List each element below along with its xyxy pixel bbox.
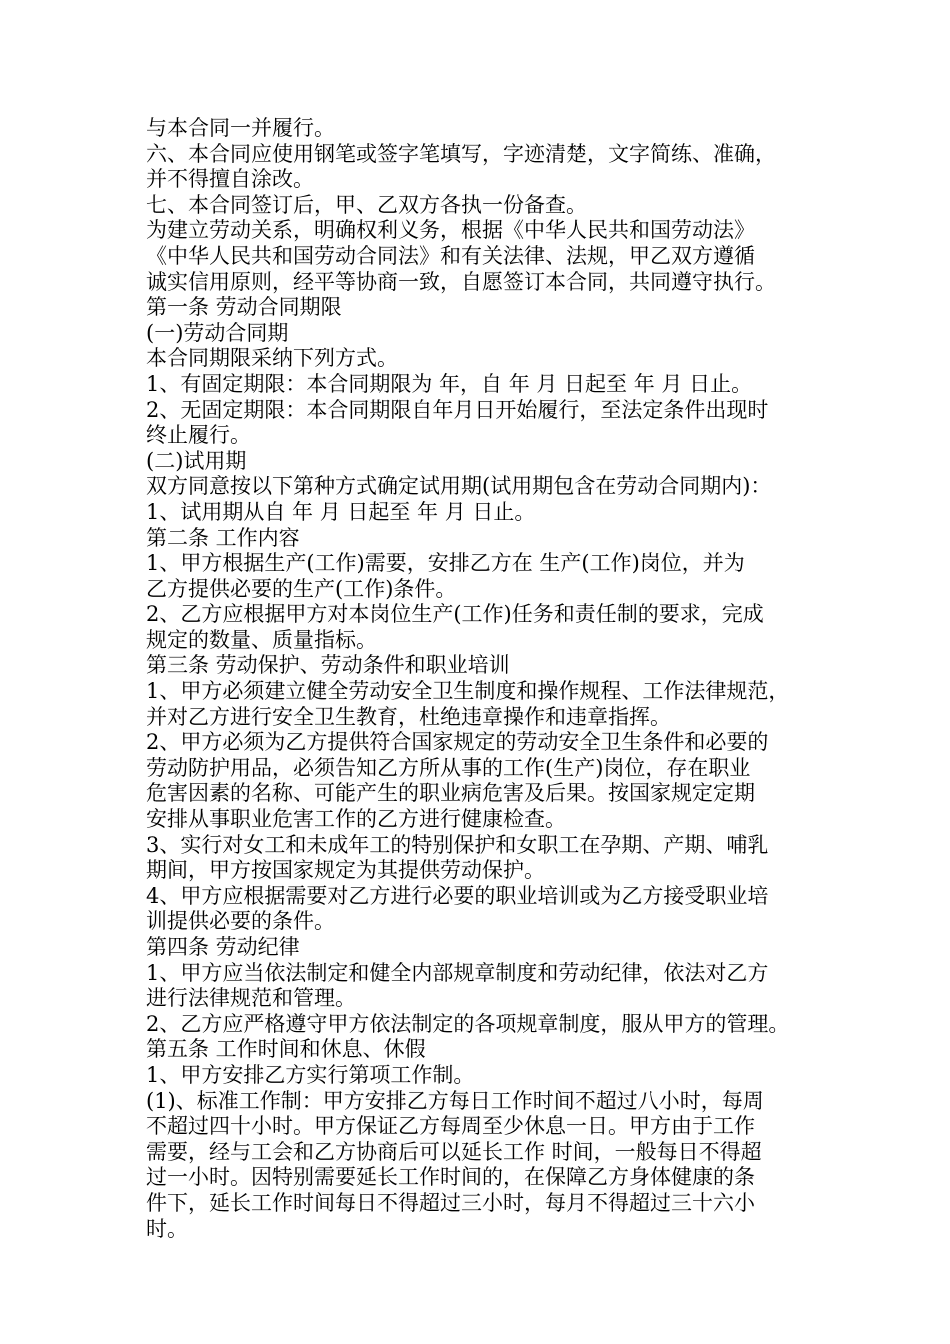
text-line: 并对乙方进行安全卫生教育，杜绝违章操作和违章指挥。 [146,704,671,729]
text-line: 七、本合同签订后，甲、乙双方各执一份备查。 [146,192,587,217]
text-line: 1、甲方安排乙方实行第项工作制。 [146,1062,475,1087]
section-heading: (一)劳动合同期 [146,320,289,345]
text-line: 为建立劳动关系，明确权利义务，根据《中华人民共和国劳动法》 [146,218,755,243]
text-line: 1、甲方应当依法制定和健全内部规章制度和劳动纪律，依法对乙方 [146,960,769,985]
text-line: 六、本合同应使用钢笔或签字笔填写，字迹清楚，文字简练、准确， [146,141,776,166]
text-line: 1、甲方根据生产(工作)需要，安排乙方在 生产(工作)岗位，并为 [146,551,745,576]
text-line: 与本合同一并履行。 [146,116,335,140]
text-line: 2、甲方必须为乙方提供符合国家规定的劳动安全卫生条件和必要的 [146,730,769,755]
text-line: 2、乙方应根据甲方对本岗位生产(工作)任务和责任制的要求，完成 [146,602,764,627]
article-heading: 第三条 劳动保护、劳动条件和职业培训 [146,653,510,678]
text-line: 时。 [146,1216,188,1241]
text-line: 并不得擅自涂改。 [146,167,314,192]
text-line: 劳动防护用品，必须告知乙方所从事的工作(生产)岗位，存在职业 [146,755,751,780]
text-line: 危害因素的名称、可能产生的职业病危害及后果。按国家规定定期 [146,781,755,806]
text-line: 安排从事职业危害工作的乙方进行健康检查。 [146,807,566,832]
text-line: 进行法律规范和管理。 [146,986,356,1011]
text-line: 3、实行对女工和未成年工的特别保护和女职工在孕期、产期、哺乳 [146,832,769,857]
text-line: 训提供必要的条件。 [146,909,335,934]
text-line: 2、无固定期限：本合同期限自年月日开始履行，至法定条件出现时 [146,397,769,422]
text-line: 终止履行。 [146,423,251,448]
text-line: 规定的数量、质量指标。 [146,627,377,652]
text-line: 过一小时。因特别需要延长工作时间的，在保障乙方身体健康的条 [146,1165,755,1190]
text-line: 《中华人民共和国劳动合同法》和有关法律、法规，甲乙双方遵循 [146,243,755,268]
section-heading: (二)试用期 [146,448,247,473]
text-line: 件下，延长工作时间每日不得超过三小时，每月不得超过三十六小 [146,1190,755,1215]
text-line: 双方同意按以下第种方式确定试用期(试用期包含在劳动合同期内)： [146,474,772,499]
text-line: 诚实信用原则，经平等协商一致，自愿签订本合同，共同遵守执行。 [146,269,776,294]
article-heading: 第二条 工作内容 [146,525,300,550]
document-body [146,116,826,1242]
text-line: 1、试用期从自 年 月 日起至 年 月 日止。 [146,499,536,524]
article-heading: 第五条 工作时间和休息、休假 [146,1037,426,1062]
text-line: 本合同期限采纳下列方式。 [146,346,398,371]
article-heading: 第一条 劳动合同期限 [146,295,342,320]
article-heading: 第四条 劳动纪律 [146,935,300,959]
text-line: 4、甲方应根据需要对乙方进行必要的职业培训或为乙方接受职业培 [146,883,769,908]
text-line: (1)、标准工作制：甲方安排乙方每日工作时间不超过八小时，每周 [146,1088,764,1113]
text-line: 期间，甲方按国家规定为其提供劳动保护。 [146,858,545,883]
text-line: 1、有固定期限：本合同期限为 年，自 年 月 日起至 年 月 日止。 [146,371,753,396]
text-line: 2、乙方应严格遵守甲方依法制定的各项规章制度，服从甲方的管理。 [146,1011,790,1036]
text-line: 需要，经与工会和乙方协商后可以延长工作 时间，一般每日不得超 [146,1139,762,1164]
text-line: 1、甲方必须建立健全劳动安全卫生制度和操作规程、工作法律规范， [146,679,790,704]
text-line: 乙方提供必要的生产(工作)条件。 [146,576,457,601]
text-line: 不超过四十小时。甲方保证乙方每周至少休息一日。甲方由于工作 [146,1114,755,1139]
